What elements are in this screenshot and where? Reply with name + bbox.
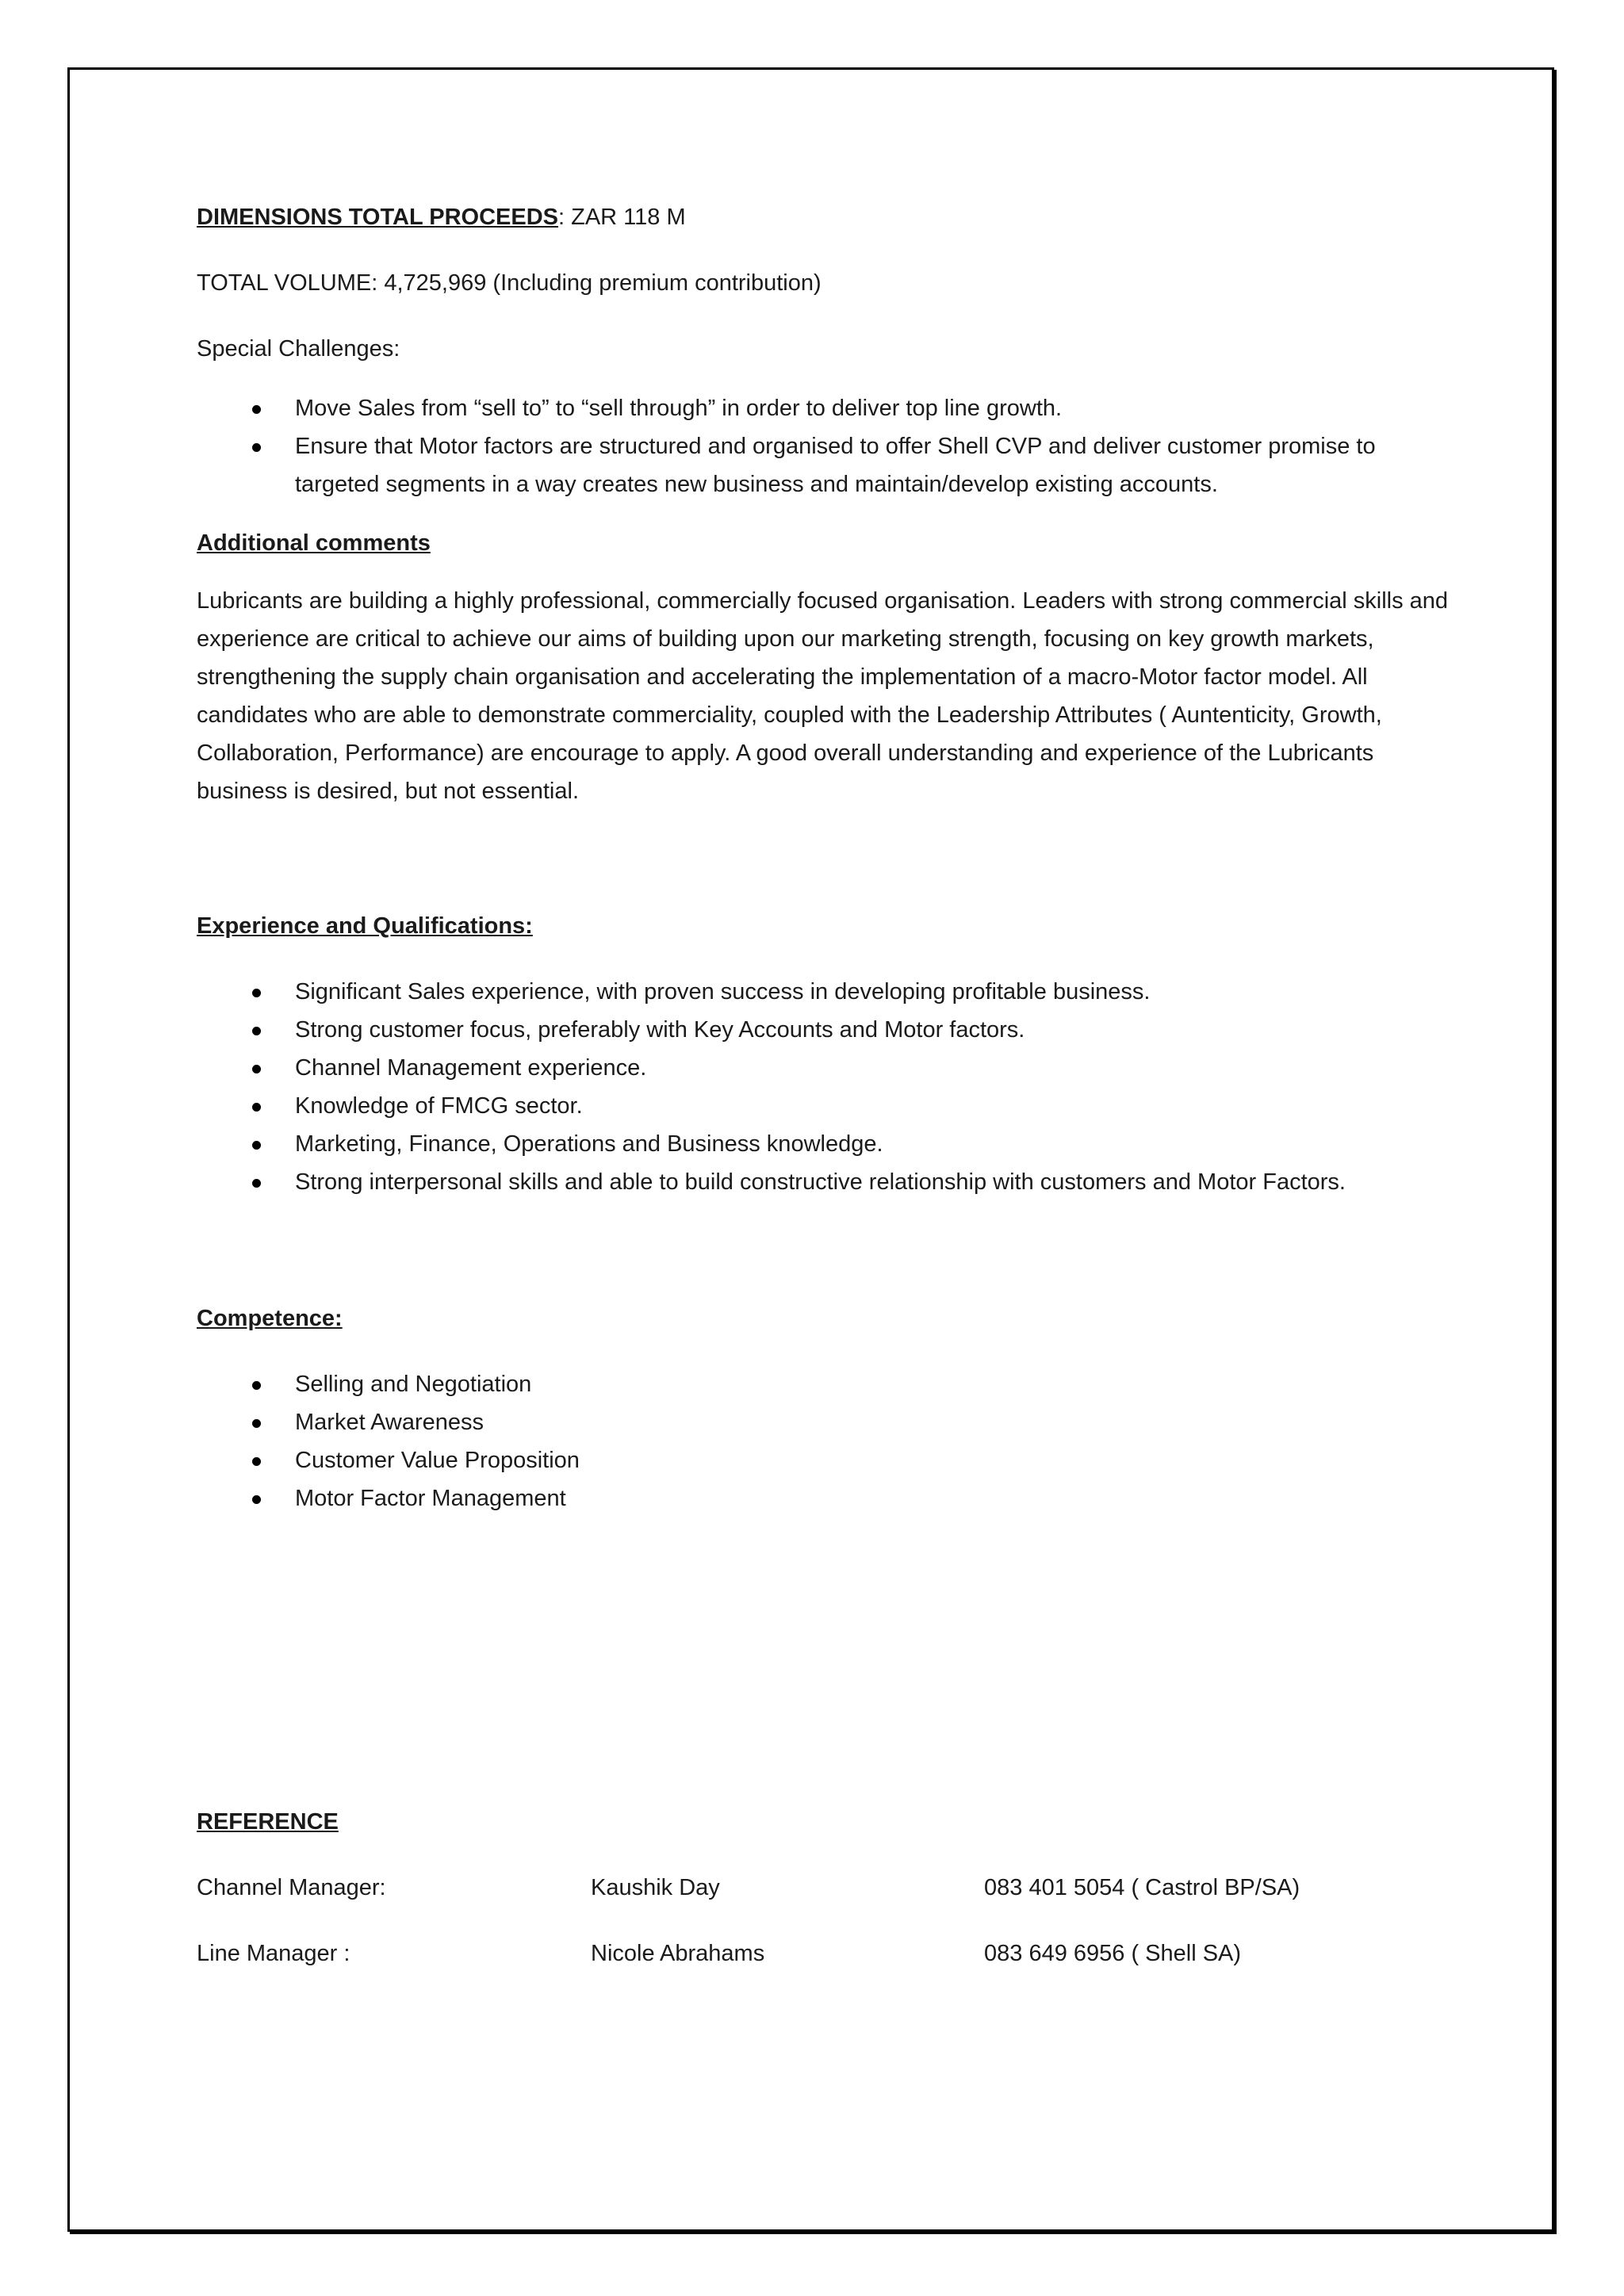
dimensions-line xyxy=(197,198,1450,236)
bullet-icon xyxy=(252,1381,261,1390)
document-body xyxy=(197,198,1450,1973)
bullet-icon xyxy=(252,1065,261,1073)
total-volume: TOTAL VOLUME: 4,725,969 (Including premium contribution) xyxy=(197,270,822,296)
reference-phone: 083 649 6956 ( Shell SA) xyxy=(984,1941,1242,1966)
list-item-text: Market Awareness xyxy=(295,1410,485,1435)
special-challenges-list xyxy=(197,389,1450,503)
list-item xyxy=(197,1087,1450,1125)
reference-role: Line Manager : xyxy=(197,1941,350,1966)
dimensions-label: DIMENSIONS TOTAL PROCEEDS xyxy=(197,205,558,230)
list-item-text: Ensure that Motor factors are structured and organised to offer Shell CVP and deliver customer promise to targeted segments in a way creates new business and maintain/develop existing accounts. xyxy=(295,434,1376,497)
experience-heading: Experience and Qualifications: xyxy=(197,913,533,939)
list-item-text: Marketing, Finance, Operations and Business knowledge. xyxy=(295,1131,883,1157)
reference-row xyxy=(197,1869,1450,1907)
list-item-text: Significant Sales experience, with proven success in developing profitable business. xyxy=(295,979,1151,1004)
list-item-text: Strong interpersonal skills and able to build constructive relationship with customers and Motor Factors. xyxy=(295,1169,1346,1195)
list-item xyxy=(197,1011,1450,1049)
bullet-icon xyxy=(252,1141,261,1150)
competence-list xyxy=(197,1365,1450,1517)
additional-comments-heading: Additional comments xyxy=(197,530,431,556)
bullet-icon xyxy=(252,989,261,997)
list-item xyxy=(197,973,1450,1011)
reference-row xyxy=(197,1934,1450,1973)
dimensions-value: : ZAR 118 M xyxy=(558,205,686,230)
list-item xyxy=(197,1049,1450,1087)
list-item-text: Selling and Negotiation xyxy=(295,1372,532,1397)
list-item xyxy=(197,1365,1450,1403)
bullet-icon xyxy=(252,1457,261,1466)
competence-heading: Competence: xyxy=(197,1306,343,1331)
list-item-text: Customer Value Proposition xyxy=(295,1448,580,1473)
bullet-icon xyxy=(252,1103,261,1112)
bullet-icon xyxy=(252,405,261,414)
list-item xyxy=(197,1479,1450,1517)
list-item xyxy=(197,1441,1450,1479)
list-item-text: Strong customer focus, preferably with Key Accounts and Motor factors. xyxy=(295,1017,1025,1043)
list-item xyxy=(197,1403,1450,1441)
special-challenges-heading: Special Challenges: xyxy=(197,336,400,362)
list-item-text: Move Sales from “sell to” to “sell through” in order to deliver top line growth. xyxy=(295,396,1063,421)
list-item xyxy=(197,427,1450,503)
bullet-icon xyxy=(252,1495,261,1504)
reference-role: Channel Manager: xyxy=(197,1875,386,1900)
bullet-icon xyxy=(252,443,261,452)
list-item-text: Knowledge of FMCG sector. xyxy=(295,1093,583,1119)
list-item xyxy=(197,1125,1450,1163)
experience-list xyxy=(197,973,1450,1201)
list-item-text: Motor Factor Management xyxy=(295,1486,566,1511)
reference-phone: 083 401 5054 ( Castrol BP/SA) xyxy=(984,1875,1300,1900)
reference-heading: REFERENCE xyxy=(197,1809,339,1835)
list-item-text: Channel Management experience. xyxy=(295,1055,647,1081)
list-item xyxy=(197,389,1450,427)
list-item xyxy=(197,1163,1450,1201)
bullet-icon xyxy=(252,1179,261,1188)
additional-comments-body: Lubricants are building a highly professional, commercially focused organisation. Leaders with strong commercial skills and experience are critical to achieve our aims of building upon our marketing strength, focusing on key growth markets, strengthening the supply chain organisation and accelerating the implementation of a macro-Motor factor model. All candidates who are able to demonstrate commerciality, coupled with the Leadership Attributes ( Auntenticity, Growth, Collaboration, Performance) are encourage to apply. A good overall understanding and experience of the Lubricants business is desired, but not essential. xyxy=(197,588,1449,804)
bullet-icon xyxy=(252,1419,261,1428)
bullet-icon xyxy=(252,1027,261,1035)
reference-name: Kaushik Day xyxy=(591,1875,720,1900)
reference-name: Nicole Abrahams xyxy=(591,1941,765,1966)
